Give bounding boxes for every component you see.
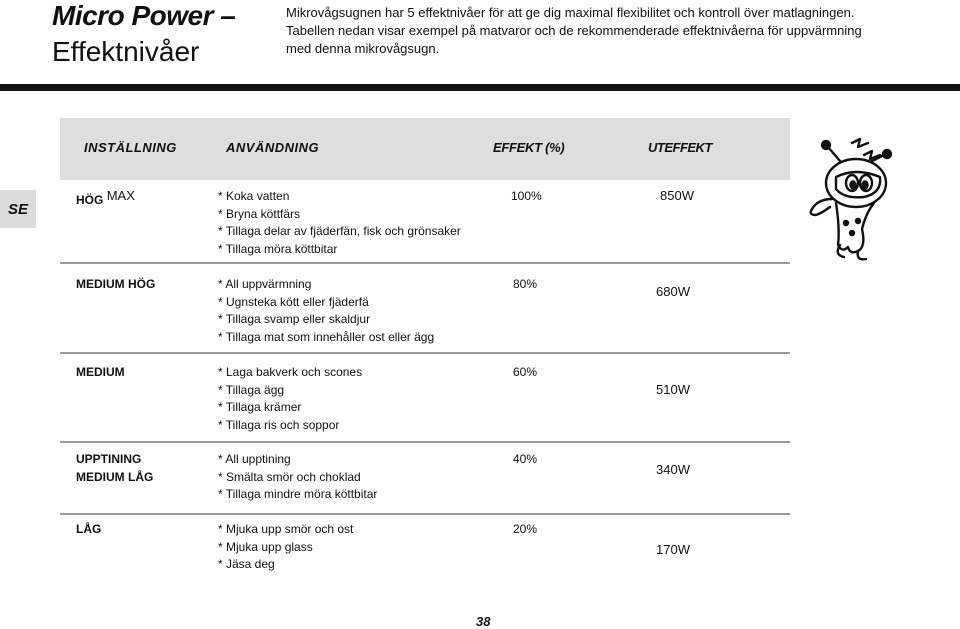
list-item: * Tillaga möra köttbitar — [218, 241, 338, 256]
header-setting: INSTÄLLNING — [84, 140, 177, 155]
list-item: * All uppvärmning — [218, 277, 312, 291]
row-divider — [60, 262, 790, 264]
row-level: UPPTINING MEDIUM LÅG — [76, 452, 154, 484]
row-effect: 100% — [511, 189, 542, 203]
list-item: * Tillaga mat som innehåller ost eller ägg — [218, 329, 435, 344]
list-item: * Mjuka upp smör och ost — [218, 522, 354, 536]
page-subtitle: Effektnivåer — [52, 36, 200, 67]
row-effect: 60% — [513, 365, 538, 379]
list-item: * Koka vatten — [218, 189, 290, 203]
list-item: * Ugnsteka kött eller fjäderfä — [218, 294, 369, 309]
row-uses — [218, 276, 434, 346]
row-level: HÖG $^{MAX}$ — [76, 188, 135, 207]
row-effect: 40% — [513, 452, 538, 466]
intro-text: Mikrovågsugnen har 5 effektnivåer för att ge dig maximal flexibilitet och kontroll över matlagningen. Tabellen nedan visar exempel på matvaror och de rekommenderade effektnivåerna för uppvärmning med denna mikrovågsugn. — [286, 5, 862, 56]
language-tab: SE — [0, 190, 36, 228]
row-effect: 80% — [513, 277, 538, 291]
list-item: * Tillaga mindre möra köttbitar — [218, 487, 378, 501]
row-output: 510W — [656, 382, 690, 397]
header-output: UTEFFEKT — [648, 140, 712, 155]
list-item: * Bryna köttfärs — [218, 206, 301, 221]
row-output: 340W — [656, 462, 690, 477]
list-item: * Tillaga svamp eller skaldjur — [218, 312, 371, 326]
row-output: 170W — [656, 542, 690, 557]
header-usage: ANVÄNDNING — [226, 140, 320, 155]
header-rule — [0, 84, 960, 91]
row-effect: 20% — [513, 522, 538, 536]
row-uses — [218, 451, 377, 504]
list-item: * All upptining — [218, 452, 291, 466]
row-output: 850W — [660, 188, 694, 203]
row-uses — [218, 188, 461, 258]
list-item: * Smälta smör och choklad — [218, 469, 361, 484]
page-title: Micro Power – — [52, 0, 236, 31]
header-effect: EFFEKT (%) — [493, 140, 565, 155]
row-uses — [218, 364, 362, 434]
row-level: MEDIUM — [76, 365, 125, 379]
mascot-icon — [800, 133, 908, 268]
list-item: * Tillaga ägg — [218, 382, 285, 397]
list-item: * Jäsa deg — [218, 557, 275, 571]
row-uses — [218, 521, 353, 574]
row-output: 680W — [656, 284, 690, 299]
page-number: 38 — [476, 614, 491, 629]
list-item: * Tillaga delar av fjäderfän, fisk och grönsaker — [218, 224, 461, 238]
row-divider — [60, 513, 790, 515]
list-item: * Laga bakverk och scones — [218, 365, 363, 379]
row-divider — [60, 441, 790, 443]
row-divider — [60, 352, 790, 354]
list-item: * Tillaga ris och soppor — [218, 417, 340, 432]
row-level: MEDIUM HÖG — [76, 277, 156, 291]
row-level: LÅG — [76, 522, 102, 536]
list-item: * Mjuka upp glass — [218, 539, 313, 554]
list-item: * Tillaga krämer — [218, 400, 302, 414]
